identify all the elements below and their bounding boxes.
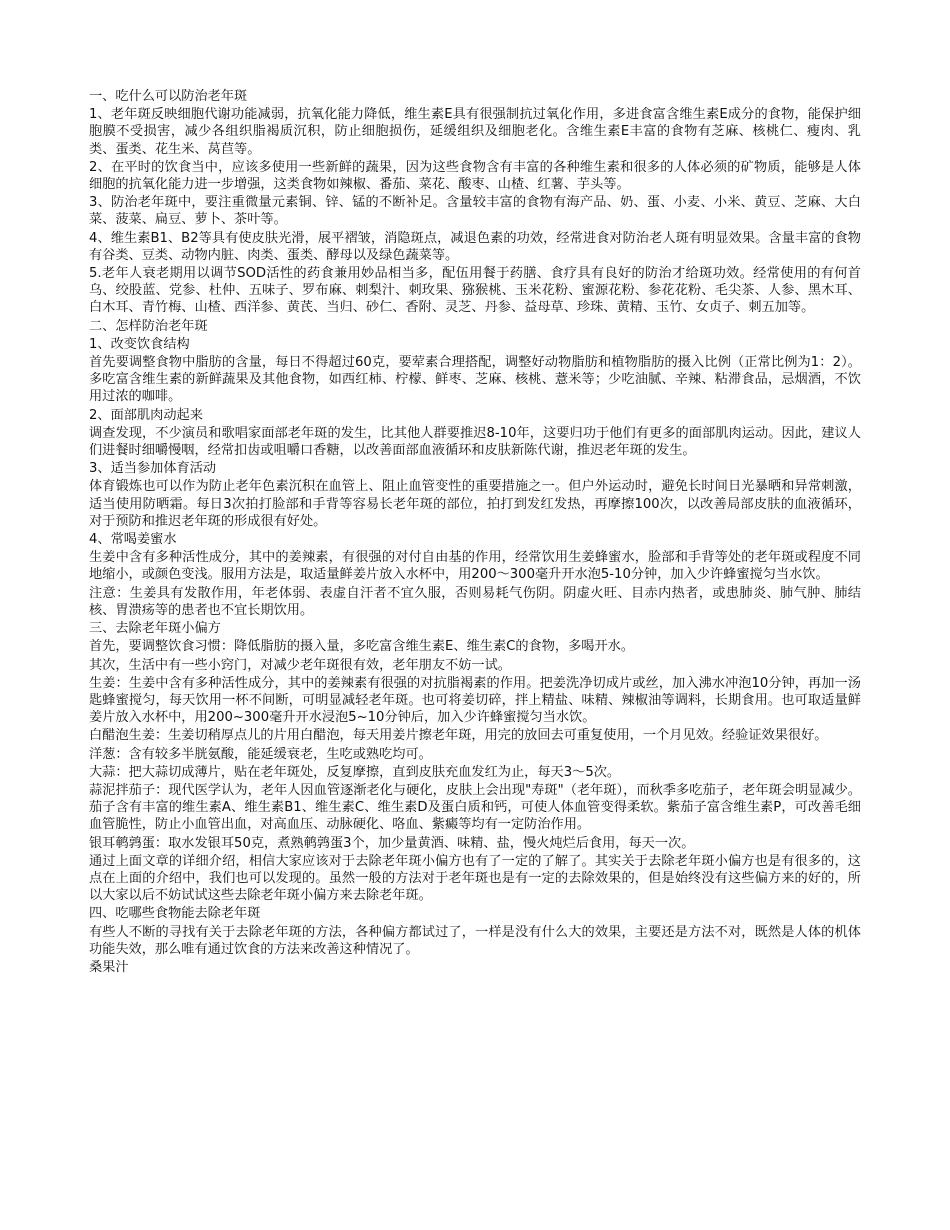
paragraph: 大蒜：把大蒜切成薄片，贴在老年斑处，反复摩擦，直到皮肤充血发红为止，每天3～5次。 <box>89 764 621 780</box>
subsection-heading: 1、改变饮食结构 <box>89 336 190 352</box>
section-heading-4: 四、吃哪些食物能去除老年斑 <box>89 906 261 922</box>
paragraph: 银耳鹌鹑蛋：取水发银耳50克，煮熟鹌鹑蛋3个，加少量黄酒、味精、盐，慢火炖烂后食用，每天一次。 <box>89 835 695 851</box>
subsection-heading: 2、面部肌肉动起来 <box>89 407 203 423</box>
subsection-heading: 3、适当参加体育活动 <box>89 461 217 477</box>
paragraph: 2、在平时的饮食当中，应该多使用一些新鲜的蔬果，因为这些食物含有丰富的各种维生素和很多的人体必须的矿物质，能够是人体细胞的抗氧化能力进一步增强，这类食物如辣椒、番茄、菜花、酸枣、山楂、红薯、芋头等。 <box>89 159 861 193</box>
paragraph: 白醋泡生姜：生姜切稍厚点儿的片用白醋泡，每天用姜片擦老年斑，用完的放回去可重复使用，一个月见效。经验证效果很好。 <box>89 728 828 744</box>
paragraph: 首先，要调整饮食习惯：降低脂肪的摄入量，多吃富含维生素E、维生素C的食物，多喝开水。 <box>89 639 635 655</box>
section-heading-1: 一、吃什么可以防治老年斑 <box>89 89 248 104</box>
paragraph: 调查发现，不少演员和歌唱家面部老年斑的发生，比其他人群要推迟8-10年，这要归功于他们有更多的面部肌肉运动。因此，建议人们进餐时细嚼慢咽，经常扣齿或咀嚼口香糖，以改善面部血液循环和皮肤新陈代谢，推迟老年斑的发生。 <box>89 425 861 459</box>
paragraph: 通过上面文章的详细介绍，相信大家应该对于去除老年斑小偏方也有了一定的了解了。其实关于去除老年斑小偏方也是有很多的，这点在上面的介绍中，我们也可以发现的。虽然一般的方法对于老年斑也是有一定的去除效果的，但是始终没有这些偏方来的好的，所以大家以后不妨试试这些去除老年斑小偏方来去除老年斑。 <box>89 853 861 904</box>
paragraph: 首先要调整食物中脂肪的含量，每日不得超过60克，要荤素合理搭配，调整好动物脂肪和植物脂肪的摄入比例（正常比例为1：2）。多吃富含维生素的新鲜蔬果及其他食物，如西红柿、柠檬、鲜枣、芝麻、核桃、薏米等；少吃油腻、辛辣、粘滞食品，忌烟酒，不饮用过浓的咖啡。 <box>89 355 861 405</box>
paragraph: 蒜泥拌茄子：现代医学认为，老年人因血管逐渐老化与硬化，皮肤上会出现"寿斑"（老年斑），而秋季多吃茄子，老年斑会明显减少。茄子含有丰富的维生素A、维生素B1、维生素C、维生素D及蛋白质和钙，可使人体血管变得柔软。紫茄子富含维生素P，可改善毛细血管脆性，防止小血管出血，对高血压、动脉硬化、咯血、紫癜等均有一定防治作用。 <box>89 782 861 833</box>
paragraph: 3、防治老年斑中，要注重微量元素铜、锌、锰的不断补足。含量较丰富的食物有海产品、奶、蛋、小麦、小米、黄豆、芝麻、大白菜、菠菜、扁豆、萝卜、茶叶等。 <box>89 195 861 228</box>
paragraph: 有些人不断的寻找有关于去除老年斑的方法，各种偏方都试过了，一样是没有什么大的效果，主要还是方法不对，既然是人体的机体功能失效，那么唯有通过饮食的方法来改善这种情况了。 <box>89 924 861 957</box>
paragraph: 生姜：生姜中含有多种活性成分，其中的姜辣素有很强的对抗脂褐素的作用。把姜洗净切成片或丝，加入沸水冲泡10分钟，再加一汤匙蜂蜜搅匀，每天饮用一杯不间断，可明显减轻老年斑。也可将姜切碎，拌上精盐、味精、辣椒油等调料，长期食用。也可取适量鲜姜片放入水杯中，用200~300毫升开水浸泡5~10分钟后，加入少许蜂蜜搅匀当水饮。 <box>89 675 861 726</box>
paragraph: 注意：生姜具有发散作用，年老体弱、表虚自汗者不宜久服，否则易耗气伤阴。阴虚火旺、目赤内热者，或患肺炎、肺气肿、肺结核、胃溃疡等的患者也不宜长期饮用。 <box>89 585 861 618</box>
paragraph: 4、维生素B1、B2等具有使皮肤光滑，展平褶皱，消隐斑点，减退色素的功效，经常进食对防治老人斑有明显效果。含量丰富的食物有谷类、豆类、动物内脏、肉类、蛋类、酵母以及绿色蔬菜等。 <box>89 230 861 263</box>
document-page <box>89 88 861 977</box>
section-heading-3: 三、去除老年斑小偏方 <box>89 621 221 637</box>
paragraph: 体育锻炼也可以作为防止老年色素沉积在血管上、阻止血管变性的重要措施之一。但户外运动时，避免长时间日光暴晒和异常刺激，适当使用防晒霜。每日3次拍打脸部和手背等容易长老年斑的部位，拍打到发红发热，再摩擦100次，以改善局部皮肤的血液循环，对于预防和推迟老年斑的形成很有好处。 <box>89 479 861 529</box>
paragraph: 5.老年人衰老期用以调节SOD活性的药食兼用妙品相当多，配伍用餐于药膳、食疗具有良好的防治才给斑功效。经常使用的有何首乌、绞股蓝、党参、杜仲、五味子、罗布麻、刺梨汁、刺玫果、猕猴桃、玉米花粉、蜜源花粉、参花花粉、毛尖茶、人参、黑木耳、白木耳、青竹梅、山楂、西洋参、黄芪、当归、砂仁、香附、灵芝、丹参、益母草、珍珠、黄精、玉竹、女贞子、刺五加等。 <box>89 266 861 316</box>
subsection-heading: 4、常喝姜蜜水 <box>89 532 177 548</box>
section-heading-2: 二、怎样防治老年斑 <box>89 318 208 334</box>
paragraph: 其次，生活中有一些小窍门，对减少老年斑很有效，老年朋友不妨一试。 <box>89 657 511 673</box>
paragraph: 1、老年斑反映细胞代谢功能减弱，抗氧化能力降低，维生素E具有很强制抗过氧化作用，多进食富含维生素E成分的食物，能保护细胞膜不受损害，减少各组织脂褐质沉积，防止细胞损伤，延缓组织及细胞老化。含维生素E丰富的食物有芝麻、核桃仁、瘦肉、乳类、蛋类、花生米、莴苣等。 <box>89 107 861 157</box>
paragraph: 桑果汁 <box>89 959 129 975</box>
paragraph: 洋葱：含有较多半胱氨酸，能延缓衰老，生吃或熟吃均可。 <box>89 746 432 762</box>
paragraph: 生姜中含有多种活性成分，其中的姜辣素，有很强的对付自由基的作用，经常饮用生姜蜂蜜水，脸部和手背等处的老年斑或程度不同地缩小，或颜色变浅。服用方法是，取适量鲜姜片放入水杯中，用200～300毫升开水泡5-10分钟，加入少许蜂蜜搅匀当水饮。 <box>89 550 861 583</box>
